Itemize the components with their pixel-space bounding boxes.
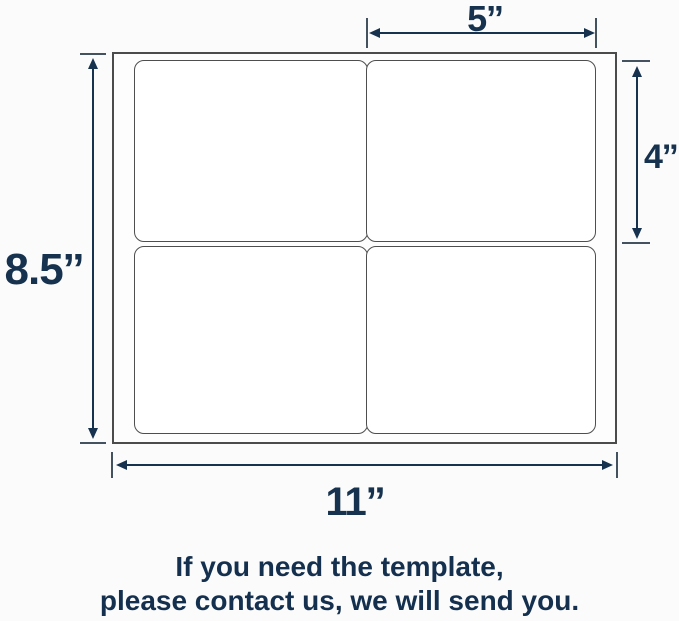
arrowhead-left-icon xyxy=(116,460,127,470)
footer-line-2: please contact us, we will send you. xyxy=(99,585,580,616)
label-height-value: 4’’ xyxy=(644,138,678,176)
footer-message xyxy=(0,550,679,618)
label-width-value: 5’’ xyxy=(467,0,503,39)
tick-mark xyxy=(616,452,618,478)
dimension-line xyxy=(121,464,608,466)
sheet-height-value: 8.5’’ xyxy=(4,245,84,294)
arrowhead-right-icon xyxy=(602,460,613,470)
sheet-width-value: 11’’ xyxy=(325,480,385,524)
footer-line-1: If you need the template, xyxy=(175,551,504,582)
tick-mark xyxy=(111,452,113,478)
